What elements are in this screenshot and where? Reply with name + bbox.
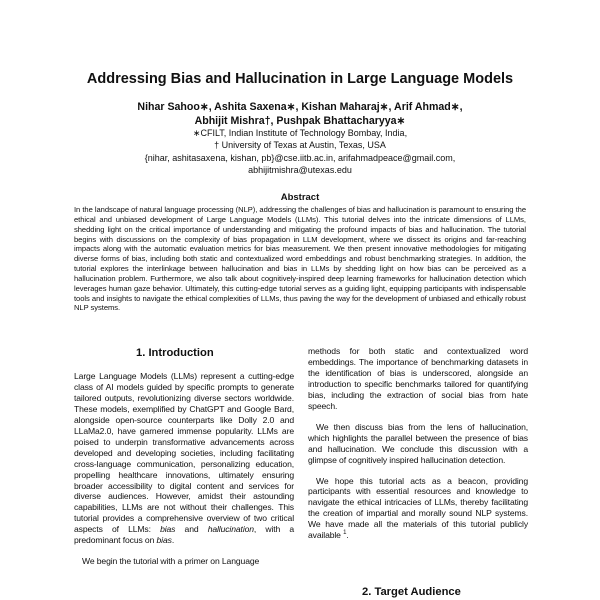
intro-paragraph-2: We begin the tutorial with a primer on Language [82, 556, 260, 567]
left-column [74, 371, 294, 567]
emphasis-bias: bias [160, 524, 176, 535]
intro-paragraph-closing: We hope this tutorial acts as a beacon, providing participants with essential resources and knowledge to navigate the ethical intricacies of LLMs, thereby facilitating the creation of impartial and morally sound NLP systems. We have made all the materials of this tutorial publicly available $^1$. [308, 475, 528, 541]
paper-title: Addressing Bias and Hallucination in Large Language Models [86, 71, 514, 87]
emphasis-bias-focus: bias [156, 535, 172, 546]
affiliation-ut-austin: † University of Texas at Austin, Texas, USA [214, 140, 386, 151]
section-heading-target-audience: 2. Target Audience [362, 586, 461, 598]
affiliation-iitb: ∗CFILT, Indian Institute of Technology Bombay, India, [192, 128, 408, 138]
footnote-marker[interactable]: 1 [343, 530, 347, 537]
right-column [308, 346, 528, 541]
abstract-heading: Abstract [280, 192, 320, 203]
author-list [40, 100, 560, 128]
abstract-text: In the landscape of natural language processing (NLP), addressing the challenges of bias and hallucination is paramount to ensuring the ethical and unbiased development of Large Language Models (LLMs). This tutorial delves into the intricate dimensions of LLMs, shedding light on the critical importance of understanding and mitigating the profound impacts of bias and hallucination. The tutorial begins with discussions on the complexity of bias propagation in LLM development, where we dissect its origins and far-reaching impacts along with the automatic evaluation metrics for bias measurement. We then present innovative methodologies for mitigating diverse forms of bias, including both static and contextualized word embeddings and robust benchmarking strategies. In addition, the tutorial explores the interlinkage between hallucination and bias in LLMs by shedding light on how bias can be perceived as a hallucination problem. Furthermore, we also talk about cognitively-inspired deep learning frameworks for hallucination detection which leverages human gaze behavior. Ultimately, this cutting-edge tutorial serves as a guiding light, equipping participants with indispensable tools and insights to navigate the ethical complexities of LLMs, thus paving the way for the development of unbiased and ethically robust NLP systems. [74, 205, 526, 313]
author-emails-line-1: {nihar, ashitasaxena, kishan, pb}@cse.iitb.ac.in, arifahmadpeace@gmail.com, [144, 152, 456, 163]
intro-paragraph-continued: methods for both static and contextualized word embeddings. The importance of benchmarking datasets in the identification of bias is underscored, alongside an introduction to specific benchmarks tailored for quantifying bias, including the extraction of social bias from hate speech. [308, 346, 528, 411]
author-line-2: Abhijit Mishra†, Pushpak Bhattacharyya∗ [194, 115, 406, 127]
author-emails-line-2: abhijitmishra@utexas.edu [248, 164, 352, 175]
section-heading-introduction: 1. Introduction [136, 347, 214, 359]
author-line-1: Nihar Sahoo∗, Ashita Saxena∗, Kishan Maharaj∗, Arif Ahmad∗, [137, 101, 463, 113]
emphasis-hallucination: hallucination [207, 524, 254, 535]
intro-paragraph-hallucination: We then discuss bias from the lens of hallucination, which highlights the parallel between the presence of bias and hallucination. We conclude this discussion with a glimpse of cognitively inspired hallucination detection. [308, 421, 528, 465]
intro-paragraph-1: Large Language Models (LLMs) represent a cutting-edge class of AI models guided by specific prompts to generate tailored outputs, revolutionizing diverse sectors worldwide. These models, exemplified by ChatGPT and Google Bard, alongside open-source counterparts like Dolly 2.0 and LLaMa2.0, have garnered immense popularity. LLMs are poised to underpin transformative advancements across developed and developing societies, including facilitating cross-language communication, personalizing education, propelling healthcare innovations, ultimately ensuring broader accessibility to digital content and services for diverse audiences. However, amidst their astounding capabilities, LLMs are not without their challenges. This tutorial provides a comprehensive overview of two critical aspects of LLMs: bias and hallucination, with a predominant focus on bias. [74, 371, 295, 546]
affiliations [40, 127, 560, 176]
